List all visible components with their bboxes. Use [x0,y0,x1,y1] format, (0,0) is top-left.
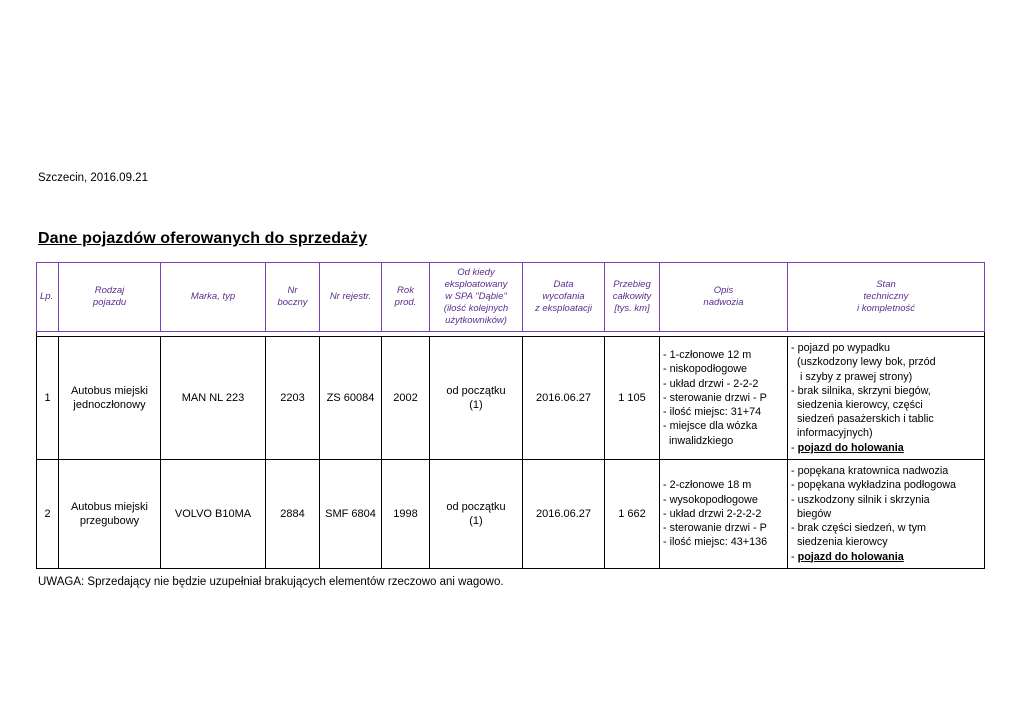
list-item: - niskopodłogowe [663,363,748,376]
table-row [37,337,985,460]
cell-przebieg: 1 105 [605,337,660,460]
column-header: Data wycofania z eksploatacji [523,263,605,332]
cell-marka: MAN NL 223 [161,337,266,460]
cell-rodzaj: Autobus miejski przegubowy [59,460,161,569]
column-header: Rok prod. [382,263,430,332]
towing-note: pojazd do holowania [797,441,904,454]
column-header: Nr rejestr. [320,263,382,332]
list-item: inwalidzkiego [663,434,734,447]
document-title: Dane pojazdów oferowanych do sprzedaży [38,230,368,247]
cell-nr-rejestr: ZS 60084 [320,337,382,460]
column-header: Stan techniczny i kompletność [788,263,985,332]
column-header: Lp. [37,263,59,332]
list-item: siedzeń pasażerskich i tablic [791,413,934,426]
list-item: (uszkodzony lewy bok, przód [791,356,936,369]
list-item: - brak części siedzeń, w tym [791,522,926,535]
list-item: - brak silnika, skrzyni biegów, [791,384,931,397]
column-header: Przebieg całkowity [tys. km] [605,263,660,332]
list-item: - układ drzwi 2-2-2-2 [663,507,762,520]
list-item: informacyjnych) [791,427,873,440]
list-item-towing [791,550,981,564]
list-item: - uszkodzony silnik i skrzynia [791,493,930,506]
cell-rodzaj: Autobus miejski jednoczłonowy [59,337,161,460]
column-header: Od kiedy eksploatowany w SPA "Dąbie" (ilość kolejnych użytkowników) [430,263,523,332]
towing-prefix: - [791,441,798,454]
cell-data-wycofania: 2016.06.27 [523,337,605,460]
column-header: Rodzaj pojazdu [59,263,161,332]
list-item: - miejsce dla wózka [663,420,758,433]
cell-data-wycofania: 2016.06.27 [523,460,605,569]
cell-nr-boczny: 2203 [266,337,320,460]
column-header: Opis nadwozia [660,263,788,332]
towing-prefix: - [791,550,798,563]
cell-od-kiedy: od początku (1) [430,337,523,460]
cell-nr-boczny: 2884 [266,460,320,569]
list-item: - wysokopodłogowe [663,493,758,506]
towing-note: pojazd do holowania [797,550,904,563]
cell-stan [788,337,985,460]
list-item: - ilość miejsc: 43+136 [663,536,768,549]
list-item: - sterowanie drzwi - P [663,522,767,535]
table-header-row [37,263,985,332]
place-date: Szczecin, 2016.09.21 [38,172,148,184]
cell-rok: 1998 [382,460,430,569]
list-item: - 2-członowe 18 m [663,479,752,492]
column-header: Nr boczny [266,263,320,332]
list-item: biegów [791,507,832,520]
list-item: - sterowanie drzwi - P [663,391,767,404]
cell-opis [660,337,788,460]
footer-note: UWAGA: Sprzedający nie będzie uzupełniał brakujących elementów rzeczowo ani wagowo. [38,576,504,588]
cell-rok: 2002 [382,337,430,460]
list-item: - popękana kratownica nadwozia [791,465,949,478]
list-item: - układ drzwi - 2-2-2 [663,377,759,390]
cell-przebieg: 1 662 [605,460,660,569]
cell-marka: VOLVO B10MA [161,460,266,569]
list-item: siedzenia kierowcy [791,536,888,549]
cell-nr-rejestr: SMF 6804 [320,460,382,569]
cell-od-kiedy: od początku (1) [430,460,523,569]
list-item-towing [791,441,981,455]
list-item: siedzenia kierowcy, części [791,399,923,411]
list-item: - pojazd po wypadku [791,342,891,355]
list-item: - ilość miejsc: 31+74 [663,406,762,419]
list-item: - popękana wykładzina podłogowa [791,479,957,492]
cell-lp: 1 [37,337,59,460]
cell-stan [788,460,985,569]
cell-lp: 2 [37,460,59,569]
column-header: Marka, typ [161,263,266,332]
table-row [37,460,985,569]
vehicles-table [36,262,985,569]
list-item: i szyby z prawej strony) [791,370,913,383]
cell-opis [660,460,788,569]
list-item: - 1-członowe 12 m [663,349,752,362]
